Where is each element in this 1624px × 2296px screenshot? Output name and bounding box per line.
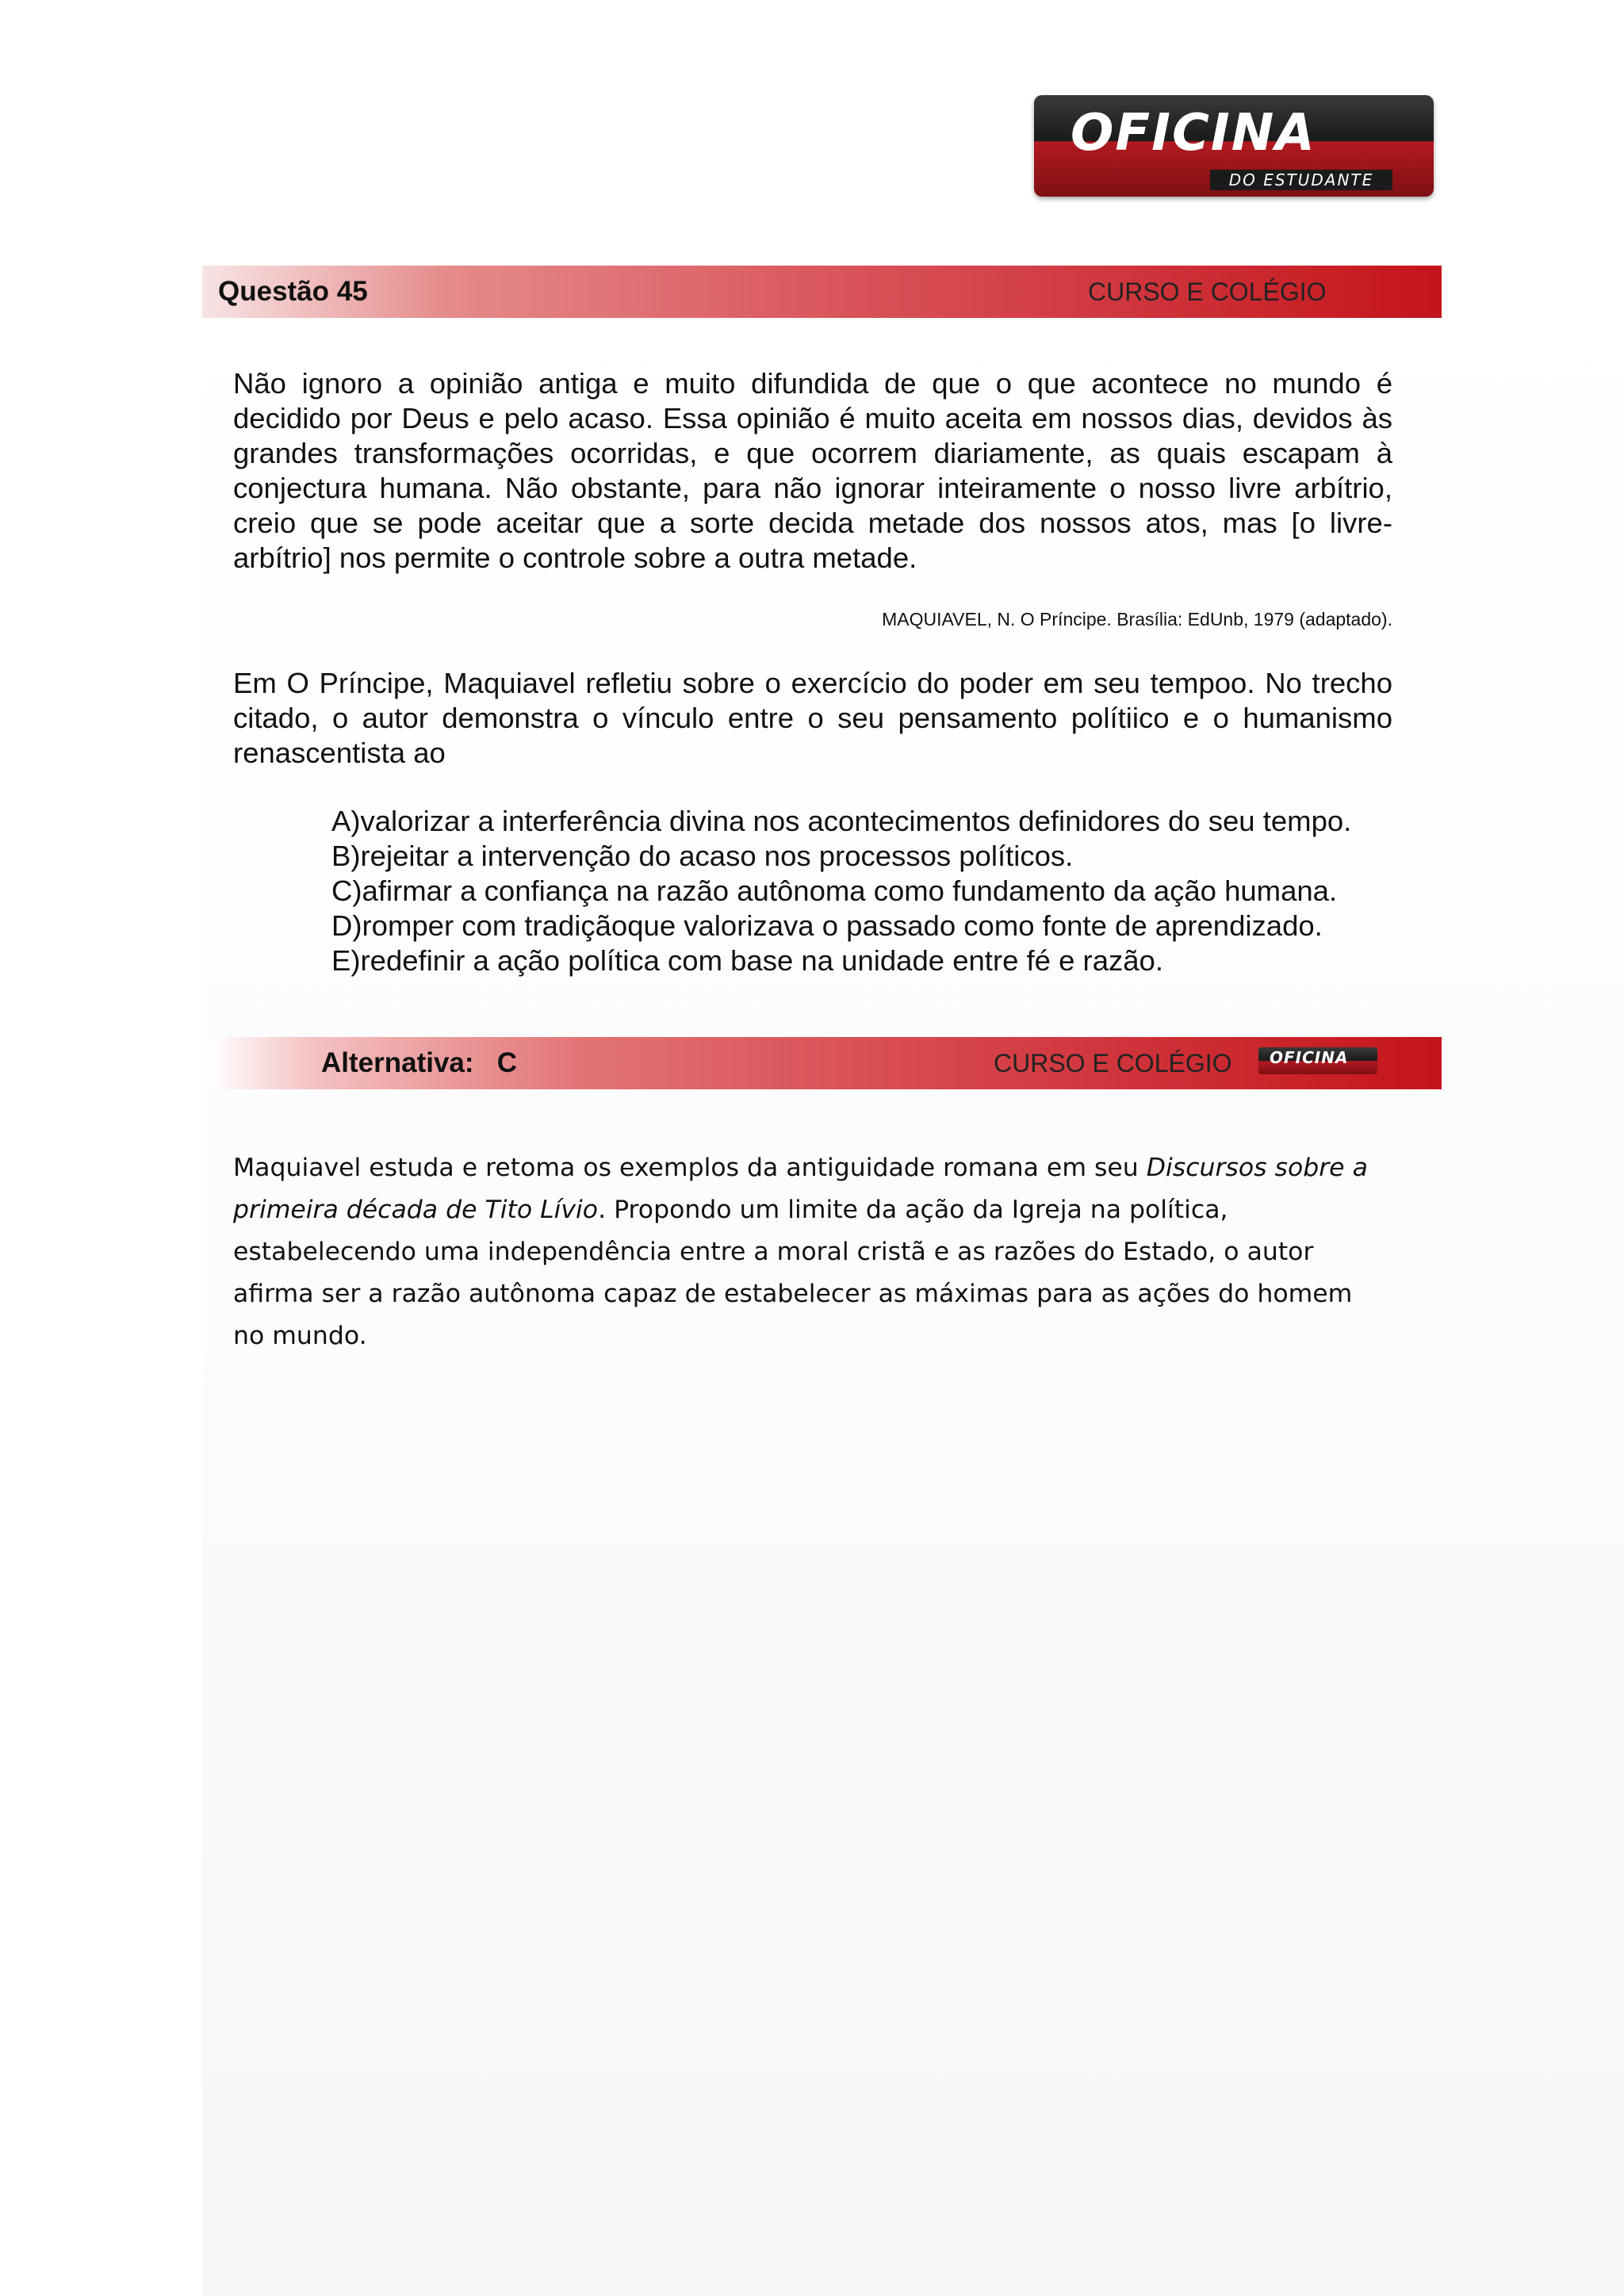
option-a: A)valorizar a interferência divina nos acontecimentos definidores do seu tempo. bbox=[331, 805, 1352, 837]
question-title: Questão 45 bbox=[218, 276, 368, 307]
logo-subtitle: DO ESTUDANTE bbox=[1210, 170, 1392, 190]
explanation-text-end: . Propondo um limite da ação da Igreja na política, estabelecendo uma independência entre a moral cristã e as razões do Estado, o autor afirma ser a razão autônoma capaz de estabelecer as máximas para as ações do homem no mundo. bbox=[233, 1196, 1353, 1350]
question-passage: Não ignoro a opinião antiga e muito difundida de que o que acontece no mundo é decidido por Deus e pelo acaso. Essa opinião é muito aceita em nossos dias, devidos às grandes transformações ocorridas, e que ocorrem diariamente, as quais escapam à conjectura humana. Não obstante, para não ignorar inteiramente o nosso livre arbítrio, creio que se pode aceitar que a sorte decida metade dos nossos atos, mas [o livre-arbítrio] nos permite o controle sobre a outra metade. bbox=[233, 367, 1392, 574]
logo-wordmark: OFICINA bbox=[1071, 104, 1316, 163]
question-prompt: Em O Príncipe, Maquiavel refletiu sobre o exercício do poder em seu tempoo. No trecho citado, o autor demonstra o vínculo entre o seu pensamento polítiico e o humanismo renascentista ao bbox=[233, 667, 1392, 769]
answer-options-list bbox=[331, 804, 1351, 978]
option-d: D)romper com tradiçãoque valorizava o passado como fonte de aprendizado. bbox=[331, 909, 1323, 942]
explanation-book-title: Discursos sobre a primeira década de Tito Lívio bbox=[233, 1154, 1368, 1224]
explanation-text-start: Maquiavel estuda e retoma os exemplos da antiguidade romana em seu bbox=[233, 1154, 1147, 1182]
answer-label: Alternativa: C bbox=[321, 1047, 517, 1078]
question-course-label: CURSO E COLÉGIO bbox=[1088, 277, 1327, 306]
oficina-logo bbox=[1034, 95, 1434, 197]
passage-citation: MAQUIAVEL, N. O Príncipe. Brasília: EdUnb, 1979 (adaptado). bbox=[882, 609, 1392, 629]
answer-explanation bbox=[233, 1147, 1391, 1357]
answer-course-label: CURSO E COLÉGIO bbox=[994, 1049, 1232, 1077]
option-b: B)rejeitar a intervenção do acaso nos processos políticos. bbox=[331, 840, 1074, 872]
oficina-mini-logo bbox=[1258, 1047, 1377, 1074]
mini-logo-wordmark: OFICINA bbox=[1270, 1048, 1349, 1067]
option-c: C)afirmar a confiança na razão autônoma como fundamento da ação humana. bbox=[331, 874, 1338, 907]
option-e: E)redefinir a ação política com base na unidade entre fé e razão. bbox=[331, 944, 1164, 977]
question-header-bar bbox=[202, 266, 1442, 318]
answer-header-bar bbox=[210, 1037, 1442, 1089]
